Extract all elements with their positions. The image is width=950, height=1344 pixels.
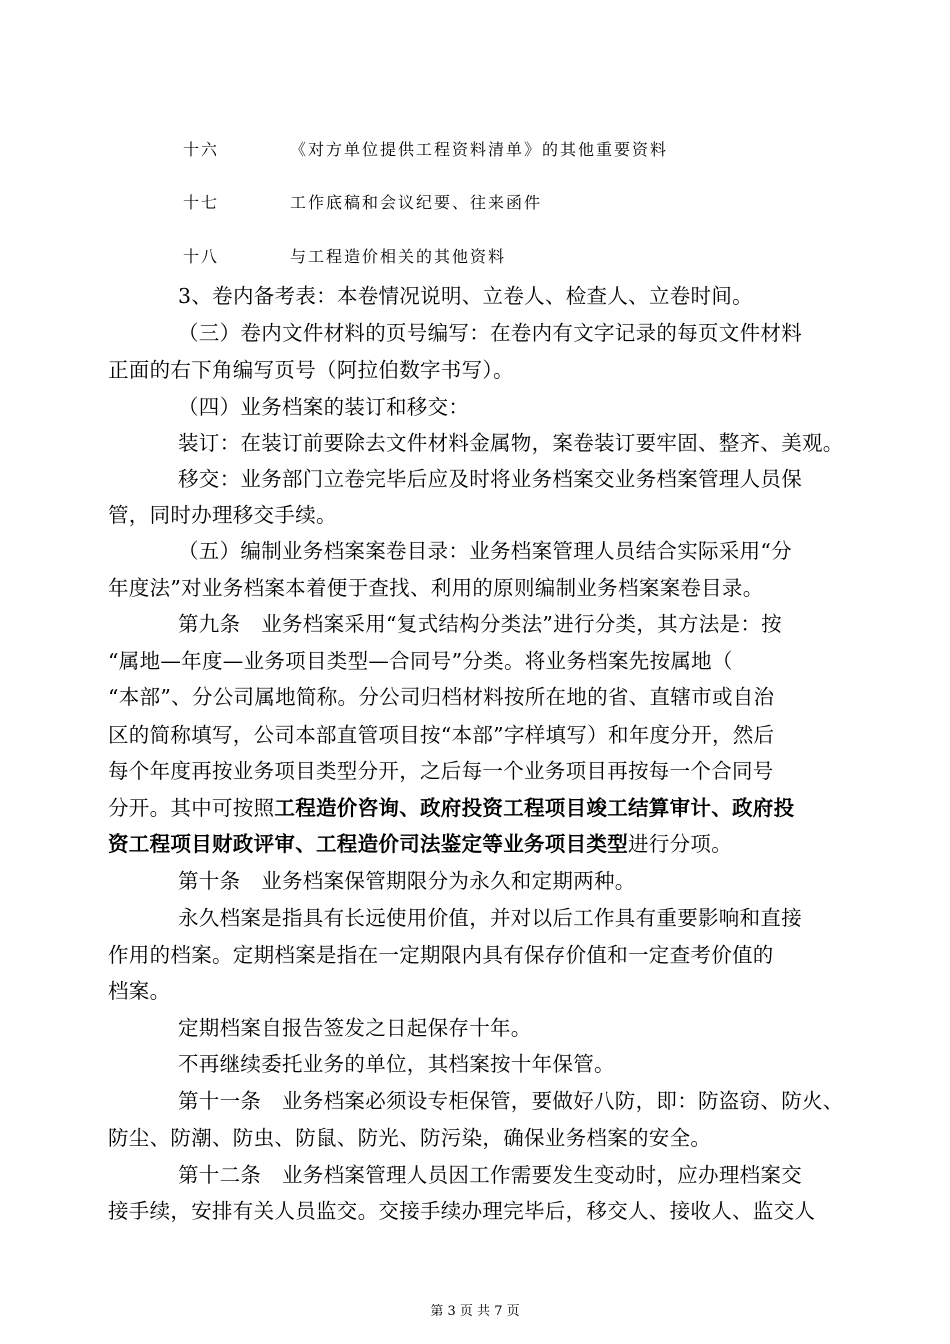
text-line: （四）业务档案的装订和移交： (178, 395, 470, 419)
text-line: 装订：在装订前要除去文件材料金属物，案卷装订要牢固、整齐、美观。 (178, 431, 844, 455)
text-line: （三）卷内文件材料的页号编写：在卷内有文字记录的每页文件材料 (178, 321, 802, 345)
row-text: 工作底稿和会议纪要、往来函件 (290, 193, 543, 212)
text-line: 管，同时办理移交手续。 (108, 503, 337, 527)
text-line: 防尘、防潮、防虫、防鼠、防光、防污染，确保业务档案的安全。 (108, 1126, 712, 1150)
text-line: 3、卷内备考表：本卷情况说明、立卷人、检查人、立卷时间。 (178, 284, 753, 308)
text-line: （五）编制业务档案案卷目录：业务档案管理人员结合实际采用“分 (178, 539, 792, 563)
text-line: 不再继续委托业务的单位，其档案按十年保管。 (178, 1052, 615, 1076)
text-line-mixed (108, 826, 848, 862)
text-line: 正面的右下角编写页号（阿拉伯数字书写）。 (108, 358, 514, 382)
text-line: “属地—年度—业务项目类型—合同号”分类。将业务档案先按属地（ (108, 649, 733, 673)
bold-text: 工程造价咨询、政府投资工程项目竣工结算审计、政府投 (274, 796, 795, 820)
text-line: 定期档案自报告签发之日起保存十年。 (178, 1016, 532, 1040)
text-line: 第十二条 业务档案管理人员因工作需要发生变动时，应办理档案交 (178, 1163, 802, 1187)
table-row (0, 240, 950, 270)
text-line: “本部”、分公司属地简称。分公司归档材料按所在地的省、直辖市或自治 (108, 685, 775, 709)
text-line: 接手续，安排有关人员监交。交接手续办理完毕后，移交人、接收人、监交人 (108, 1199, 816, 1223)
row-text: 与工程造价相关的其他资料 (290, 247, 507, 266)
page-footer: 第 3 页 共 7 页 (430, 1304, 520, 1319)
bold-text: 资工程项目财政评审、工程造价司法鉴定等业务项目类型 (108, 832, 628, 856)
text-line: 作用的档案。定期档案是指在一定期限内具有保存价值和一定查考价值的 (108, 943, 774, 967)
text-line: 永久档案是指具有长远使用价值，并对以后工作具有重要影响和直接 (178, 906, 802, 930)
text-line: 年度法”对业务档案本着便于查找、利用的原则编制业务档案案卷目录。 (108, 576, 764, 600)
text-line: 每个年度再按业务项目类型分开，之后每一个业务项目再按每一个合同号 (108, 759, 774, 783)
text-line: 第十条 业务档案保管期限分为永久和定期两种。 (178, 869, 636, 893)
table-row (0, 186, 950, 216)
row-number: 十七 (183, 193, 220, 212)
text-line: 档案。 (108, 979, 171, 1003)
text-span: 分开。其中可按照 (108, 796, 275, 820)
text-line: 第九条 业务档案采用“复式结构分类法”进行分类，其方法是：按 (178, 612, 782, 636)
text-span: 进行分项。 (628, 832, 732, 856)
text-line: 移交：业务部门立卷完毕后应及时将业务档案交业务档案管理人员保 (178, 467, 802, 491)
text-line: 区的简称填写，公司本部直管项目按“本部”字样填写）和年度分开，然后 (108, 723, 775, 747)
row-number: 十八 (183, 247, 220, 266)
table-row (0, 133, 950, 163)
row-number: 十六 (183, 140, 220, 159)
row-text: 《对方单位提供工程资料清单》的其他重要资料 (290, 140, 669, 159)
text-line-mixed (108, 790, 848, 826)
text-line: 第十一条 业务档案必须设专柜保管，要做好八防，即：防盗窃、防火、 (178, 1089, 844, 1113)
